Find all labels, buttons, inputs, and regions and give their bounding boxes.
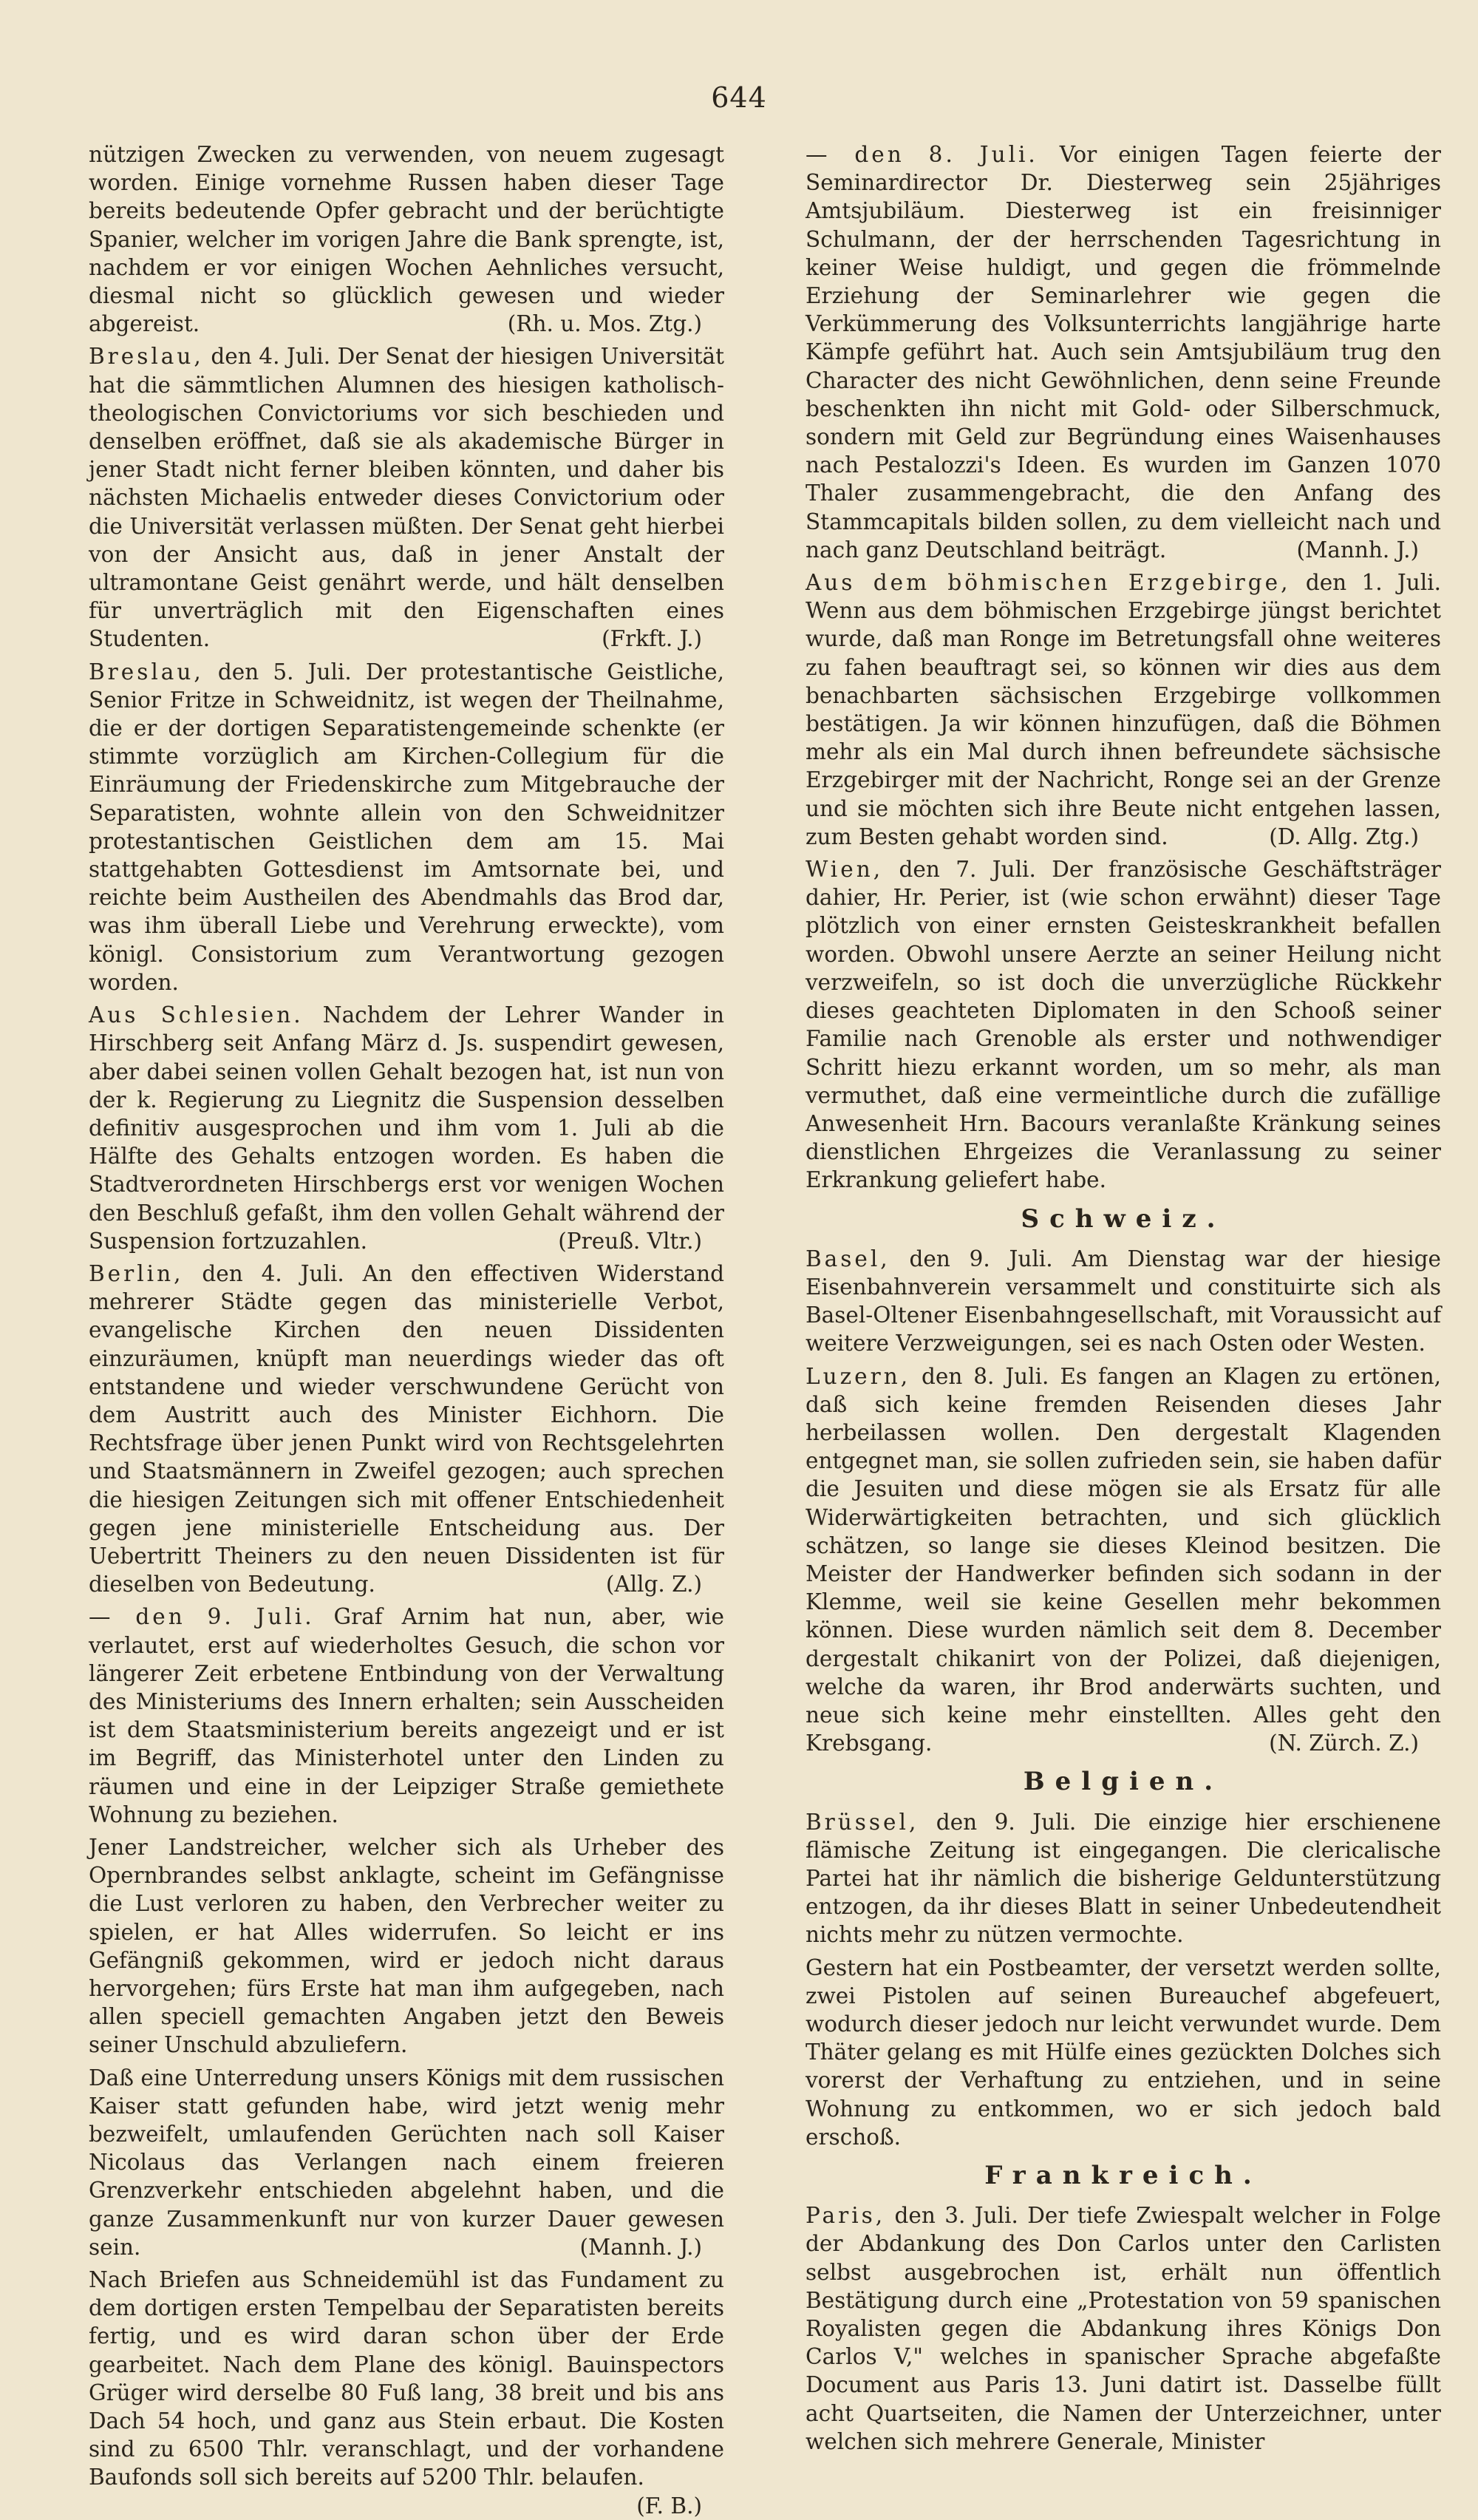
article-paragraph	[89, 2266, 724, 2519]
article-text: den 7. Juli. Der französische Geschäftsträger dahier, Hr. Perier, ist (wie schon erwähnt) dieser Tage plötzlich von einer ernsten Geisteskrankheit befallen worden. Obwohl unsere Aerzte an seiner Heilung nicht verzweifeln, so ist doch die unverzügliche Rückkehr dieses geachteten Diplomaten in den Schooß seiner Familie nach Grenoble als erster und nothwendiger Schritt hiezu erkannt worden, um so mehr, als man vermuthet, daß eine vermeintliche durch die zufällige Anwesenheit Hrn. Bacours veranlaßte Kränkung seines dienstlichen Ehrgeizes die Veranlassung zu seiner Erkrankung geliefert habe.	[806, 857, 1441, 1193]
article-paragraph	[806, 140, 1441, 564]
dateline: Aus dem böhmischen Erzgebirge,	[806, 570, 1291, 596]
source-citation: (Preuß. Vltr.)	[558, 1228, 702, 1254]
article-paragraph	[89, 140, 724, 338]
article-paragraph	[89, 1603, 724, 1829]
dateline: — den 8. Juli.	[806, 142, 1038, 167]
dateline: Luzern,	[806, 1363, 911, 1389]
source-citation: (Mannh. J.)	[1296, 537, 1419, 563]
article-text: den 1. Juli. Wenn aus dem böhmischen Erzgebirge jüngst berichtet wurde, daß man Ronge im Betretungsfall ohne weiteres zu fahen beauftragt sei, so können wir dies aus dem benachbarten sächsischen Erzgebirge vollkommen bestätigen. Ja wir können hinzufügen, daß die Böhmen mehr als ein Mal durch ihnen befreundete sächsische Erzgebirger mit der Nachricht, Ronge sei an der Grenze und sie möchten sich ihre Beute nicht entgehen lassen, zum Besten gehabt worden sind.	[806, 570, 1441, 849]
article-text: Nachdem der Lehrer Wander in Hirschberg seit Anfang März d. Js. suspendirt gewesen, aber dabei seinen vollen Gehalt bezogen hat, ist nun von der k. Regierung zu Liegnitz die Suspension desselben definitiv ausgesprochen und ihm vom 1. Juli ab die Hälfte des Gehalts entzogen worden. Es haben die Stadtverordneten Hirschbergs erst vor wenigen Wochen den Beschluß gefaßt, ihm den vollen Gehalt während der Suspension fortzuzahlen.	[89, 1002, 724, 1254]
article-text: Jener Landstreicher, welcher sich als Urheber des Opernbrandes selbst anklagte, scheint im Gefängnisse die Lust verloren zu haben, den Verbrecher weiter zu spielen, er hat Alles widerrufen. So leicht er ins Gefängniß gekommen, wird er jedoch nicht daraus hervorgehen; fürs Erste hat man ihm aufgegeben, nach allen speciell gemachten Angaben jetzt den Beweis seiner Unschuld abzuliefern.	[89, 1834, 724, 2058]
source-citation: (Frkft. J.)	[602, 626, 702, 652]
dateline: — den 9. Juli.	[89, 1604, 315, 1630]
source-citation: (D. Allg. Ztg.)	[1269, 823, 1419, 849]
article-text: nützigen Zwecken zu verwenden, von neuem zugesagt worden. Einige vornehme Russen haben dieser Tage bereits bedeutende Opfer gebracht und der berüchtigte Spanier, welcher im vorigen Jahre die Bank sprengte, ist, nachdem er vor einigen Wochen Aehnliches versucht, diesmal nicht so glücklich gewesen und wieder abgereist.	[89, 142, 724, 337]
article-paragraph	[89, 2064, 724, 2261]
right-column	[806, 140, 1441, 2460]
page-number: 644	[711, 81, 767, 114]
dateline: Wien,	[806, 857, 884, 883]
article-paragraph	[806, 1362, 1441, 1758]
article-text: den 4. Juli. Der Senat der hiesigen Universität hat die sämmtlichen Alumnen des hiesigen katholisch-theologischen Convictoriums vor sich beschieden und denselben eröffnet, daß sie als akademische Bürger in jener Stadt nicht ferner bleiben könnten, und daher bis nächsten Michaelis entweder dieses Convictorium oder die Universität verlassen müßten. Der Senat geht hierbei von der Ansicht aus, daß in jener Anstalt der ultramontane Geist genährt werde, und hält denselben für unverträglich mit den Eigenschaften eines Studenten.	[89, 344, 724, 652]
dateline: Aus Schlesien.	[89, 1002, 304, 1028]
article-paragraph	[806, 1808, 1441, 1949]
dateline: Brüssel,	[806, 1809, 919, 1835]
article-paragraph	[89, 342, 724, 653]
article-text: Nach Briefen aus Schneidemühl ist das Fundament zu dem dortigen ersten Tempelbau der Separatisten bereits fertig, und es wird daran schon über der Erde gearbeitet. Nach dem Plane des königl. Bauinspectors Grüger wird derselbe 80 Fuß lang, 38 breit und bis ans Dach 54 hoch, und ganz aus Stein erbaut. Die Kosten sind zu 6500 Thlr. veranschlagt, und der vorhandene Baufonds soll sich bereits auf 5200 Thlr. belaufen.	[89, 2267, 724, 2490]
left-column	[89, 140, 724, 2520]
section-heading: Belgien.	[1023, 1767, 1224, 1797]
dateline: Basel,	[806, 1246, 890, 1271]
article-paragraph	[89, 1260, 724, 1598]
section-heading: Frankreich.	[984, 2161, 1262, 2191]
source-citation: (Rh. u. Mos. Ztg.)	[507, 311, 702, 337]
dateline: Breslau,	[89, 659, 204, 685]
article-text: den 8. Juli. Es fangen an Klagen zu ertönen, daß sich keine fremden Reisenden dieses Jahr herbeilassen wollen. Den dergestalt Klagenden entgegnet man, sie sollen zufrieden sein, sie haben dafür die Jesuiten und diese mögen sie als Ersatz für alle Widerwärtigkeiten betrachten, und sich glücklich schätzen, so lange sie dieses Kleinod besitzen. Die Meister der Handwerker befinden sich sodann in der Klemme, weil sie keine Gesellen mehr bekommen können. Diese wurden nämlich seit dem 8. December dergestalt chikanirt von der Polizei, daß diejenigen, welche da waren, ihr Brod anderwärts suchten, und neue sich keine mehr einstellten. Alles geht den Krebsgang.	[806, 1363, 1441, 1756]
source-citation: (N. Zürch. Z.)	[1269, 1731, 1419, 1756]
article-paragraph	[806, 855, 1441, 1194]
article-paragraph	[806, 1954, 1441, 2151]
article-text: Gestern hat ein Postbeamter, der versetzt werden sollte, zwei Pistolen auf seinen Bureauchef abgefeuert, wodurch dieser jedoch nur leicht verwundet wurde. Dem Thäter gelang es mit Hülfe eines gezückten Dolches sich vorerst der Verhaftung zu entziehen, und in seine Wohnung zu entkommen, wo er sich jedoch bald erschoß.	[806, 1954, 1441, 2150]
section-heading: Schweiz.	[1021, 1203, 1226, 1234]
article-paragraph	[89, 1001, 724, 1255]
dateline: Berlin,	[89, 1260, 184, 1286]
article-text: Daß eine Unterredung unsers Königs mit dem russischen Kaiser statt gefunden habe, wird jetzt wenig mehr bezweifelt, umlaufenden Gerüchten nach soll Kaiser Nicolaus das Verlangen nach einem freieren Grenzverkehr entschieden abgelehnt haben, und die ganze Zusammenkunft nur von kurzer Dauer gewesen sein.	[89, 2065, 724, 2260]
dateline: Paris,	[806, 2203, 886, 2229]
article-paragraph	[806, 568, 1441, 851]
dateline: Breslau,	[89, 344, 204, 370]
article-text: Vor einigen Tagen feierte der Seminardirector Dr. Diesterweg sein 25jähriges Amtsjubiläum. Diesterweg ist ein freisinniger Schulmann, der der herrschenden Tagesrichtung in keiner Weise huldigt, und gegen die frömmelnde Erziehung der Seminarlehrer wie gegen die Verkümmerung des Volksunterrichts langjährige harte Kämpfe geführt hat. Auch sein Amtsjubiläum trug den Character des nicht Gewöhnlichen, denn seine Freunde beschenkten ihn nicht mit Gold- oder Silberschmuck, sondern mit Geld zur Begründung eines Waisenhauses nach Pestalozzi's Ideen. Es wurden im Ganzen 1070 Thaler zusammengebracht, die den Anfang des Stammcapitals bilden sollen, zu dem vielleicht nach und nach ganz Deutschland beiträgt.	[806, 142, 1441, 563]
article-text: den 4. Juli. An den effectiven Widerstand mehrerer Städte gegen das ministerielle Verbot, evangelische Kirchen den neuen Dissidenten einzuräumen, knüpft man neuerdings wieder das oft entstandene und wieder verschwundene Gerücht von dem Austritt auch des Minister Eichhorn. Die Rechtsfrage über jenen Punkt wird von Rechtsgelehrten und Staatsmännern in Zweifel gezogen; auch sprechen die hiesigen Zeitungen sich mit offener Entschiedenheit gegen jene ministerielle Entscheidung aus. Der Uebertritt Theiners zu den neuen Dissidenten ist für dieselben von Bedeutung.	[89, 1260, 724, 1597]
article-paragraph	[806, 1245, 1441, 1358]
article-text: den 9. Juli. Am Dienstag war der hiesige Eisenbahnverein versammelt und constituirte sich als Basel-Oltener Eisenbahngesellschaft, mit Voraussicht auf weitere Verzweigungen, sei es nach Osten oder Westen.	[806, 1246, 1441, 1356]
source-citation: (F. B.)	[636, 2493, 702, 2519]
article-paragraph	[89, 1833, 724, 2059]
article-text: Graf Arnim hat nun, aber, wie verlautet, erst auf wiederholtes Gesuch, die schon vor längerer Zeit erbetene Entbindung von der Verwaltung des Ministeriums des Innern erhalten; sein Ausscheiden ist dem Staatsministerium bereits angezeigt und er ist im Begriff, das Ministerhotel unter den Linden zu räumen und eine in der Leipziger Straße gemiethete Wohnung zu beziehen.	[89, 1604, 724, 1827]
article-text: den 9. Juli. Die einzige hier erschienene flämische Zeitung ist eingegangen. Die clericalische Partei hat ihr nämlich die bisherige Geldunterstützung entzogen, da ihr dieses Blatt in seiner Unbedeutendheit nichts mehr zu nützen vermochte.	[806, 1809, 1441, 1948]
article-paragraph	[89, 658, 724, 996]
article-text: den 3. Juli. Der tiefe Zwiespalt welcher in Folge der Abdankung des Don Carlos unter den Carlisten selbst ausgebrochen ist, erhält nun öffentlich Bestätigung durch eine „Protestation von 59 spanischen Royalisten gegen die Abdankung ihres Königs Don Carlos V," welches in spanischer Sprache abgefaßte Document aus Paris 13. Juni datirt ist. Dasselbe füllt acht Quartseiten, die Namen der Unterzeichner, unter welchen sich mehrere Generale, Minister	[806, 2203, 1441, 2454]
source-citation: (Allg. Z.)	[605, 1572, 702, 1597]
source-citation: (Mannh. J.)	[579, 2234, 702, 2260]
article-text: den 5. Juli. Der protestantische Geistliche, Senior Fritze in Schweidnitz, ist wegen der Theilnahme, die er der dortigen Separatistengemeinde schenkte (er stimmte vorzüglich am Kirchen-Collegium für die Einräumung der Friedenskirche zum Mitgebrauche der Separatisten, wohnte allein von den Schweidnitzer protestantischen Geistlichen dem am 15. Mai stattgehabten Gottesdienst im Amtsornate bei, und reichte beim Austheilen des Abendmahls das Brod dar, was ihm überall Liebe und Verehrung erweckte), vom königl. Consistorium zum Verantwortung gezogen worden.	[89, 659, 724, 995]
article-paragraph	[806, 2201, 1441, 2456]
